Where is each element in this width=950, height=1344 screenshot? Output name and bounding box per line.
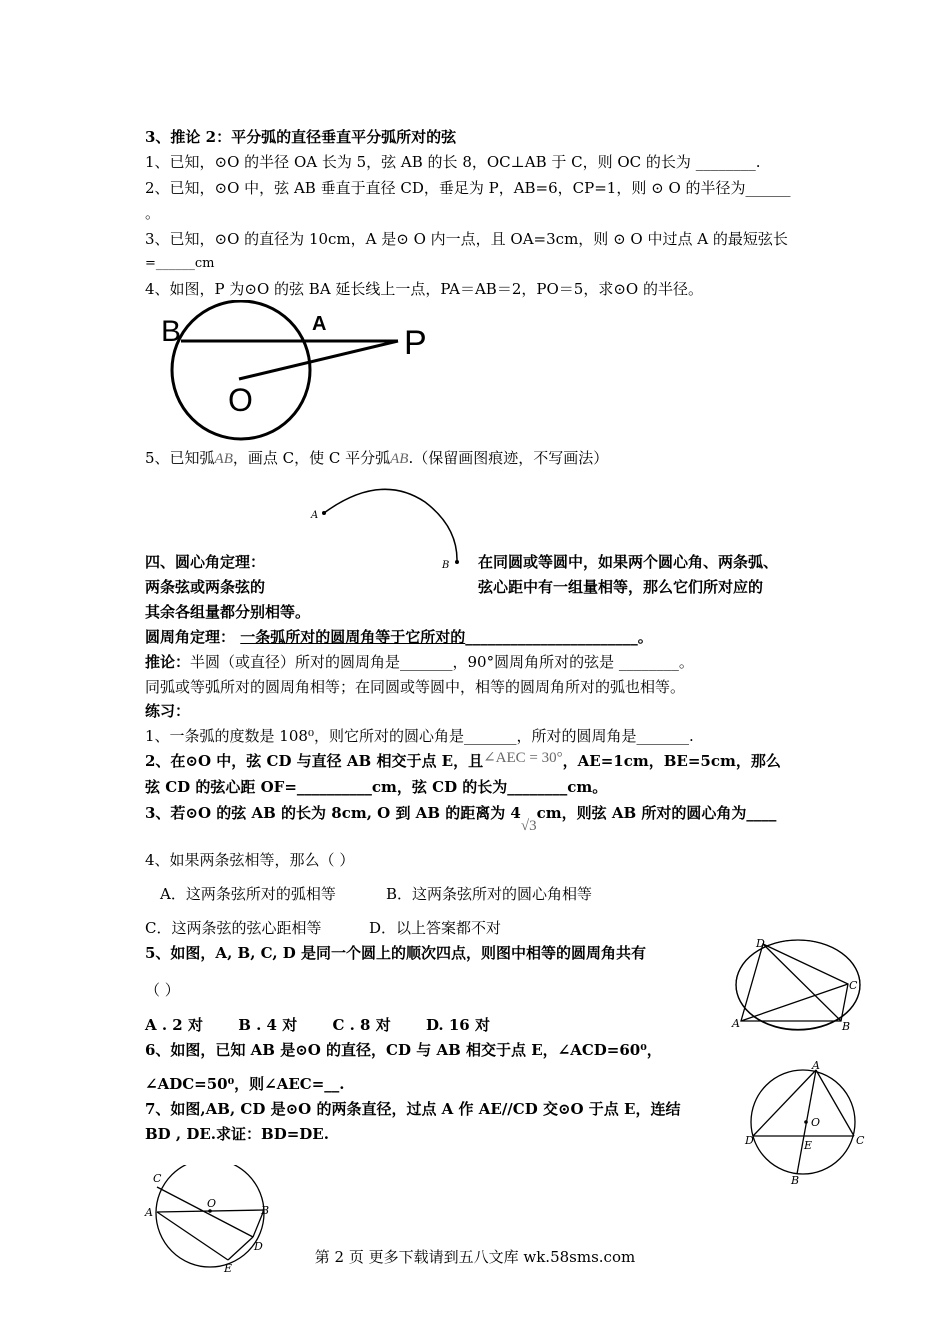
central-angle-theorem-4: 其余各组量都分别相等。 (145, 603, 311, 621)
circle-o (172, 301, 310, 439)
label-o: O (207, 1197, 217, 1210)
label-b: B (791, 1174, 800, 1187)
option-5d: D. 16 对 (425, 1016, 490, 1034)
label-a: A (311, 510, 319, 521)
practice-2 (145, 751, 781, 772)
central-angle-theorem-1: 在同圆或等圆中，如果两个圆心角、两条弧、 (478, 553, 779, 571)
figure-circle-secant (155, 300, 445, 450)
practice-3-end: cm，则弦 AB 所对的圆心角为____ (536, 804, 777, 822)
corollary-2: 3、推论 2：平分弧的直径垂直平分弧所对的弦 (145, 128, 457, 146)
central-angle-theorem-2: 两条弦或两条弦的 (145, 578, 266, 596)
point-a (322, 511, 326, 515)
option-b: B．这两条弦所对的圆心角相等 (386, 885, 593, 903)
label-e: E (804, 1139, 813, 1152)
option-a: A．这两条弦所对的弧相等 (160, 885, 336, 903)
practice-6b: ∠ADC=50⁰，则∠AEC=__. (145, 1075, 345, 1093)
center-o (804, 1120, 808, 1124)
label-a: A (812, 1059, 820, 1072)
arc-ab-1: AB (214, 451, 233, 467)
label-d: D (756, 937, 765, 950)
option-c: C．这两条弦的弦心距相等 (145, 919, 322, 937)
practice-2-start: 2、在⊙O 中，弦 CD 与直径 AB 相交于点 E，且 (145, 752, 484, 770)
label-a: A (145, 1206, 153, 1219)
practice-7b: BD , DE.求证：BD=DE. (145, 1125, 329, 1143)
sqrt-3: √3 (520, 818, 537, 834)
segment-op (239, 341, 398, 379)
exercise-3-answer: =______cm (145, 256, 215, 271)
exercise-5-start: 5、已知弧 (145, 449, 215, 467)
arc-ab (324, 489, 457, 562)
inscribed-angle-note: 同弧或等弧所对的圆周角相等；在同圆或等圆中，相等的圆周角所对的弧也相等。 (145, 678, 686, 696)
corollary-text: 半圆（或直径）所对的圆周角是_______，90°圆周角所对的弦是 ________。 (190, 653, 694, 671)
figure-inscribed-quadrilateral (728, 935, 868, 1035)
inscribed-angle-text: 一条弧所对的圆周角等于它所对的 (240, 628, 466, 646)
label-o: O (811, 1116, 821, 1129)
practice-5-options (145, 1015, 490, 1035)
point-b (455, 560, 459, 564)
option-d: D．以上答案都不对 (369, 919, 502, 937)
label-o: O (228, 382, 253, 418)
page-footer: 第 2 页 更多下载请到五八文库 wk.58sms.com (314, 1248, 636, 1266)
practice-5: 5、如图，A, B, C, D 是同一个圆上的顺次四点，则图中相等的圆周角共有 (145, 944, 646, 962)
inscribed-angle-title: 圆周角定理： (145, 628, 236, 646)
exercise-5-end: .（保留画图痕迹，不写画法） (408, 449, 609, 467)
option-5b: B . 4 对 (238, 1016, 298, 1034)
central-angle-theorem-title: 四、圆心角定理： (145, 553, 266, 571)
corollary-title: 推论： (145, 653, 191, 671)
practice-2b: 弦 CD 的弦心距 OF=__________cm，弦 CD 的长为________cm。 (145, 778, 608, 796)
option-5a: A . 2 对 (145, 1016, 203, 1034)
practice-3 (145, 803, 777, 834)
exercise-5 (145, 448, 608, 469)
practice-1: 1、一条弧的度数是 108⁰，则它所对的圆心角是_______，所对的圆周角是_______. (145, 727, 694, 745)
label-b: B (442, 560, 450, 571)
label-d: D (254, 1240, 263, 1253)
label-e: E (224, 1262, 233, 1275)
label-a: A (732, 1017, 740, 1030)
exercise-4: 4、如图，P 为⊙O 的弦 BA 延长线上一点，PA＝AB＝2，PO＝5，求⊙O 的半径。 (145, 280, 703, 298)
practice-4: 4、如果两条弦相等，那么（ ） (145, 851, 355, 869)
central-angle-theorem-3: 弦心距中有一组量相等，那么它们所对应的 (478, 578, 764, 596)
practice-title: 练习： (145, 702, 191, 720)
label-b: B (161, 315, 182, 348)
label-c: C (849, 979, 858, 992)
arc-ab-2: AB (390, 451, 409, 467)
label-b: B (842, 1020, 851, 1033)
figure-arc-ab (300, 482, 480, 577)
label-a: A (312, 313, 327, 335)
segment-ac (816, 1070, 854, 1136)
option-5c: C . 8 对 (332, 1016, 391, 1034)
practice-6: 6、如图，已知 AB 是⊙O 的直径，CD 与 AB 相交于点 E，∠ACD=60⁰， (145, 1041, 662, 1059)
practice-5-paren: （ ） (145, 981, 180, 999)
angle-aec: ∠AEC = 30° (483, 750, 563, 766)
label-b: B (261, 1204, 270, 1217)
figure-diameter-chord (740, 1058, 870, 1188)
exercise-3: 3、已知，⊙O 的直径为 10cm，A 是⊙ O 内一点，且 OA=3cm，则 ⊙ O 中过点 A 的最短弦长 (145, 230, 788, 248)
label-c: C (856, 1134, 865, 1147)
diagonal-ac (741, 984, 848, 1021)
practice-3-start: 3、若⊙O 的弦 AB 的长为 8cm, O 到 AB 的距离为 4 (145, 804, 521, 822)
quadrilateral-abcd (741, 944, 848, 1021)
label-d: D (745, 1134, 754, 1147)
practice-2-end: ，AE=1cm，BE=5cm，那么 (562, 752, 781, 770)
label-p: P (404, 324, 427, 362)
segment-ad (753, 1070, 816, 1136)
practice-7: 7、如图,AB, CD 是⊙O 的两条直径，过点 A 作 AE//CD 交⊙O 于点 E，连结 (145, 1100, 681, 1118)
label-c: C (153, 1172, 162, 1185)
inscribed-angle-blank: _______________________。 (465, 628, 653, 646)
exercise-5-mid: ，画点 C，使 C 平分弧 (232, 449, 391, 467)
exercise-2-end: 。 (145, 204, 161, 222)
inscribed-angle-corollary (145, 652, 694, 672)
inscribed-angle-theorem (145, 627, 653, 647)
exercise-2: 2、已知，⊙O 中，弦 AB 垂直于直径 CD，垂足为 P，AB=6，CP=1，则 ⊙ O 的半径为______ (145, 179, 791, 197)
exercise-1: 1、已知，⊙O 的半径 OA 长为 5，弦 AB 的长 8，OC⊥AB 于 C，则 OC 的长为 ________. (145, 153, 761, 171)
